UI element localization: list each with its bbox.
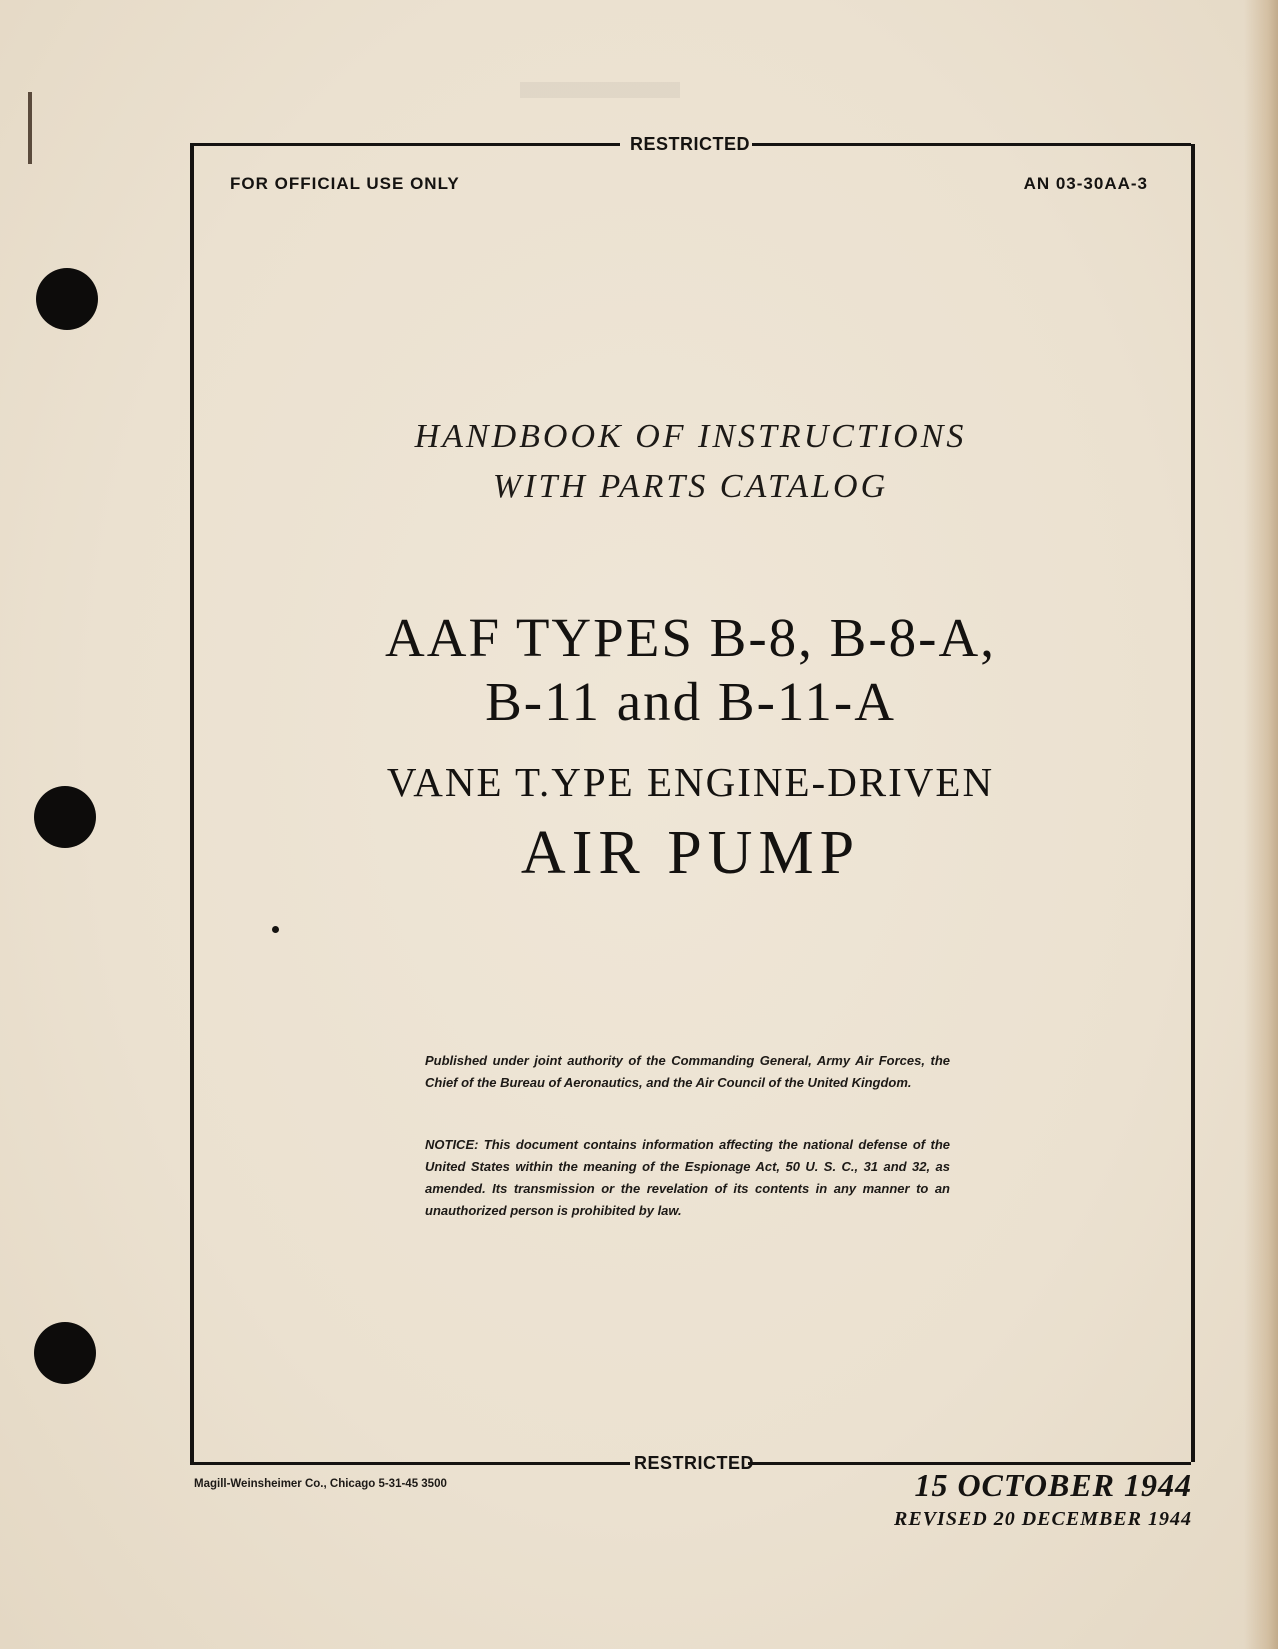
punch-hole-bottom <box>34 1322 96 1384</box>
printer-imprint: Magill-Weinsheimer Co., Chicago 5-31-45 3500 <box>194 1478 447 1490</box>
top-rule-right <box>752 143 1191 146</box>
revision-date: REVISED 20 DECEMBER 1944 <box>894 1508 1192 1530</box>
ink-speck <box>272 926 279 933</box>
types-line2: B-11 and B-11-A <box>485 671 896 732</box>
publication-authority: Published under joint authority of the Commanding General, Army Air Forces, the Chief of the Bureau of Aeronautics, and the Air Council of the United Kingdom. <box>425 1053 950 1090</box>
punch-hole-top <box>36 268 98 330</box>
page-edge-shadow <box>1244 0 1278 1649</box>
issue-date: 15 OCTOBER 1944 <box>914 1467 1192 1503</box>
subtitle: VANE T.YPE ENGINE-DRIVEN <box>386 759 995 805</box>
bottom-rule-left <box>190 1462 630 1465</box>
notice-text: NOTICE: This document contains information affecting the national defense of the United States within the meaning of the Espionage Act, 50 U. S. C., 31 and 32, as amended. Its transmission or the revelation of its contents in any manner to an unauthorized person is prohibited by law. <box>425 1137 950 1218</box>
handbook-title-line2: WITH PARTS CATALOG <box>492 468 889 505</box>
faded-stamp <box>520 82 680 98</box>
top-rule-left <box>190 143 620 146</box>
document-number: AN 03-30AA-3 <box>1023 174 1148 193</box>
product-title: AIR PUMP <box>520 819 861 887</box>
classification-bottom: RESTRICTED <box>634 1453 755 1473</box>
types-line1: AAF TYPES B-8, B-8-A, <box>385 607 996 668</box>
official-use-label: FOR OFFICIAL USE ONLY <box>230 174 460 193</box>
binding-mark <box>28 92 32 164</box>
bottom-rule-right <box>748 1462 1191 1465</box>
handbook-title-line1: HANDBOOK OF INSTRUCTIONS <box>414 418 967 455</box>
classification-top: RESTRICTED <box>630 134 751 154</box>
punch-hole-middle <box>34 786 96 848</box>
